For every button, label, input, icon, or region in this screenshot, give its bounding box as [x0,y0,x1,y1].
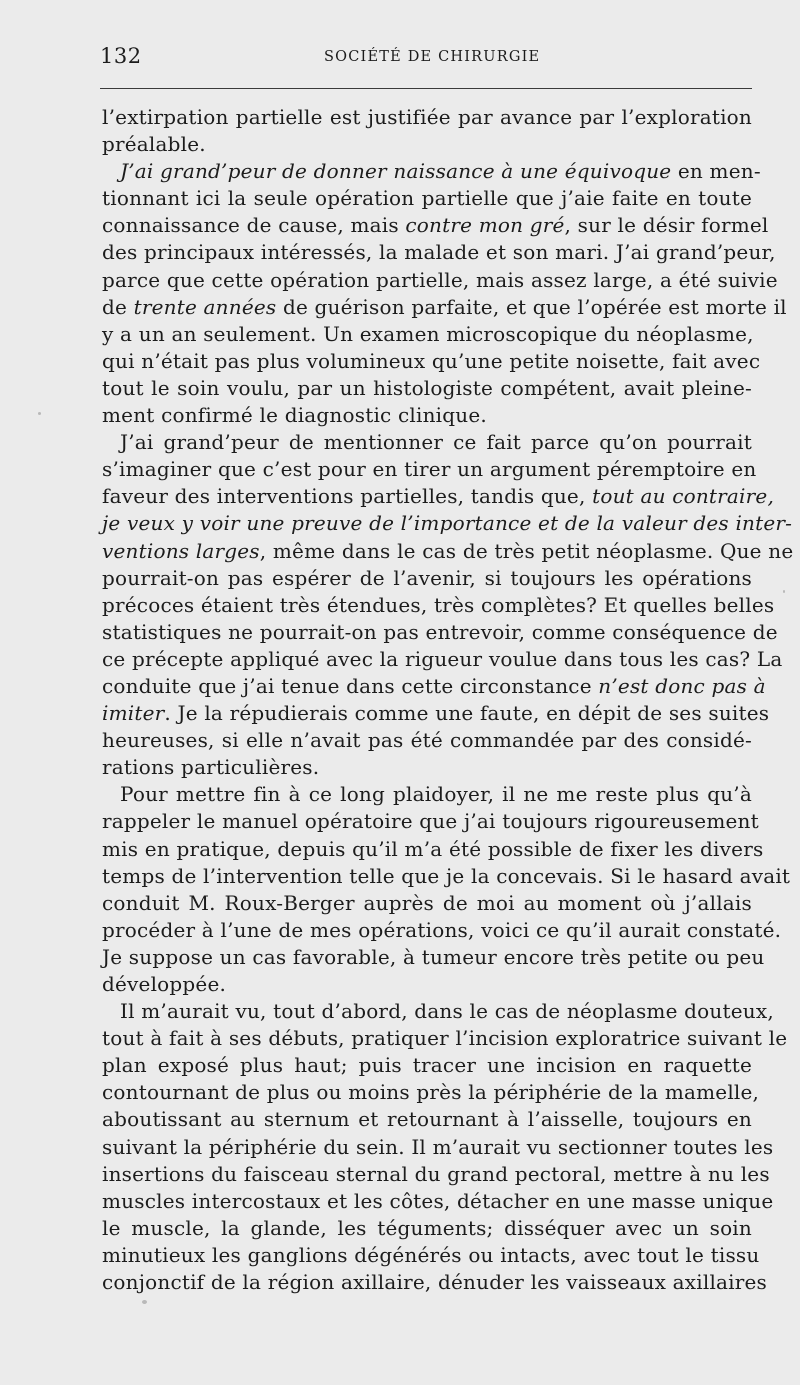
text-segment: , sur le désir formel [564,213,769,238]
text-segment: tionnant ici la seule opération partielle que j’aie faite en toute [102,186,752,211]
text-segment: minutieux les ganglions dégénérés ou intacts, avec tout le tissu [102,1242,760,1267]
text-segment: conduite que j’ai tenue dans cette circonstance [102,673,599,698]
text-line [102,1052,752,1079]
italic-text: imiter [102,701,165,726]
text-line [102,1188,774,1215]
text-line [102,510,793,537]
text-line [102,375,752,402]
text-line [102,538,794,565]
page-number: 132 [100,44,142,68]
text-line [102,592,775,619]
text-line [102,239,776,266]
italic-text: tout au contraire, [592,484,775,509]
text-line [102,185,752,212]
text-segment: des principaux intéressés, la malade et son mari. J’ai grand’peur, [102,240,776,265]
text-segment: de [102,294,134,319]
text-segment: ment confirmé le diagnostic clinique. [102,403,487,428]
text-line [102,158,761,185]
text-segment: contournant de plus ou moins près la périphérie de la mamelle, [102,1080,760,1105]
text-line [102,971,752,998]
italic-text: ventions larges [102,538,260,563]
italic-text: je veux y voir une preuve de l’importance et de la valeur des inter- [102,511,793,536]
text-segment: conjonctif de la région axillaire, dénuder les vaisseaux axillaires [102,1270,768,1295]
text-segment: tout le soin voulu, par un histologiste compétent, avait pleine- [102,375,752,400]
text-segment: aboutissant au sternum et retournant à l’aisselle, toujours en [102,1107,752,1132]
text-segment: rations particulières. [102,755,320,780]
text-line [102,1269,768,1296]
text-line [102,267,778,294]
text-line [102,1106,752,1133]
text-segment: statistiques ne pourrait-on pas entrevoir, comme conséquence de [102,619,778,644]
running-title: SOCIÉTÉ DE CHIRURGIE [324,49,541,65]
text-segment: rappeler le manuel opératoire que j’ai toujours rigoureusement [102,809,759,834]
text-segment: ce précepte appliqué avec la rigueur voulue dans tous les cas? La [102,646,783,671]
italic-text: J’ai grand’peur de donner naissance à une équivoque [120,159,672,184]
text-segment: suivant la périphérie du sein. Il m’aurait vu sectionner toutes les [102,1134,774,1159]
text-segment: temps de l’intervention telle que je la concevais. Si le hasard avait [102,863,791,888]
text-segment: insertions du faisceau sternal du grand pectoral, mettre à nu les [102,1161,770,1186]
page-header [100,44,752,74]
text-segment: y a un an seulement. Un examen microscopique du néoplasme, [102,321,754,346]
text-line [102,673,766,700]
text-line [102,1079,760,1106]
text-line [102,1242,760,1269]
text-segment: l’extirpation partielle est justifiée par avance par l’exploration [102,105,752,129]
text-segment: pourrait-on pas espérer de l’avenir, si toujours les opérations [102,565,752,590]
text-segment: mis en pratique, depuis qu’il m’a été possible de fixer les divers [102,836,764,861]
text-segment: procéder à l’une de mes opérations, voici ce qu’il aurait constaté. [102,917,782,942]
italic-text: contre mon gré [405,213,565,238]
text-line [102,456,757,483]
body-text [102,104,794,1296]
italic-text: trente années [133,294,277,319]
text-segment: , même dans le cas de très petit néoplasme. Que ne [259,538,794,563]
text-line [102,863,791,890]
text-line [102,565,752,592]
text-segment: J’ai grand’peur de mentionner ce fait parce qu’on pourrait [120,430,752,455]
italic-text: n’est donc pas à [598,673,766,698]
text-segment: tout à fait à ses débuts, pratiquer l’incision exploratrice suivant le [102,1026,788,1051]
text-segment: heureuses, si elle n’avait pas été commandée par des considé- [102,728,752,753]
text-line [102,944,765,971]
text-line [102,1215,752,1242]
text-line [102,429,752,456]
text-line [102,917,782,944]
text-line [102,348,761,375]
text-line [102,646,783,673]
paper-speck [142,1300,147,1304]
text-line [102,754,752,781]
paper-speck [783,590,785,593]
header-rule [100,88,752,89]
text-line [102,131,752,158]
paper-speck [38,412,41,415]
text-segment: qui n’était pas plus volumineux qu’une petite noisette, fait avec [102,348,761,373]
text-line [102,104,752,131]
text-segment: plan exposé plus haut; puis tracer une incision en raquette [102,1053,752,1078]
text-line [102,781,752,808]
text-segment: Pour mettre fin à ce long plaidoyer, il ne me reste plus qu’à [120,782,752,807]
text-line [102,890,752,917]
text-line [102,321,752,348]
text-line [102,1161,770,1188]
text-segment: précoces étaient très étendues, très complètes? Et quelles belles [102,592,775,617]
text-segment: muscles intercostaux et les côtes, détacher en une masse unique [102,1188,774,1213]
text-segment: parce que cette opération partielle, mais assez large, a été suivie [102,267,778,292]
text-line [102,727,752,754]
text-line [102,1025,788,1052]
text-line [102,1134,774,1161]
text-segment: le muscle, la glande, les téguments; disséquer avec un soin [102,1215,752,1240]
text-segment: conduit M. Roux-Berger auprès de moi au moment où j’allais [102,890,752,915]
text-segment: préalable. [102,132,206,157]
text-line [102,483,775,510]
text-segment: connaissance de cause, mais [102,213,406,238]
text-segment: faveur des interventions partielles, tandis que, [102,484,593,509]
text-line [102,808,759,835]
text-line [102,700,770,727]
text-segment: en men- [671,159,761,184]
text-line [102,402,752,429]
text-line [102,836,764,863]
text-segment: Je suppose un cas favorable, à tumeur encore très petite ou peu [102,944,765,969]
text-segment: Il m’aurait vu, tout d’abord, dans le cas de néoplasme douteux, [120,999,774,1024]
text-line [102,212,769,239]
text-segment: . Je la répudierais comme une faute, en dépit de ses suites [164,701,770,726]
text-segment: développée. [102,972,227,996]
text-segment: s’imaginer que c’est pour en tirer un argument péremptoire en [102,457,757,482]
text-line [102,619,778,646]
text-line [102,294,787,321]
text-segment: de guérison parfaite, et que l’opérée est morte il [276,294,787,319]
text-line [102,998,774,1025]
